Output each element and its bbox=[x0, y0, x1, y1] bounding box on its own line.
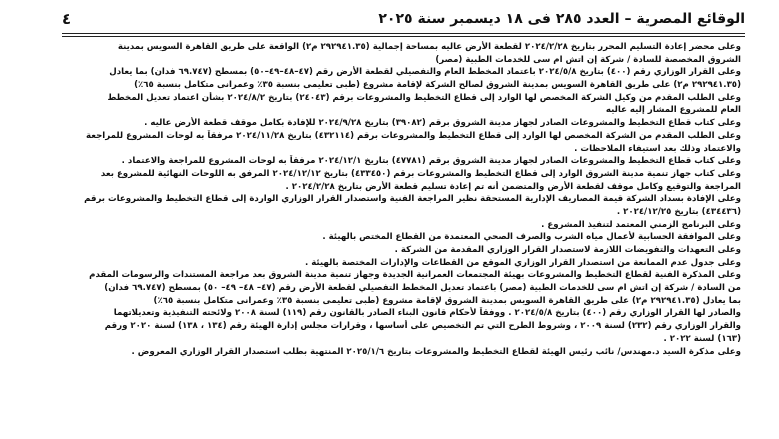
text-line: وعلى الطلب المقدم من وكيل الشركة المخصص لها الوارد إلى قطاع التخطيط والمشروعات برقم (٢٤٠٤٣) بتاريخ ٢٠٢٤/٨/٢ بشأن اعتماد تعديل المخطط bbox=[107, 92, 741, 103]
text-line: وعلى الموافقة الحسابية لأعمال مياه الشرب والصرف الصحي المعتمدة من القطاع المختص بالهيئة . bbox=[322, 232, 741, 243]
text-line: وعلى كتاب قطاع التخطيط والمشروعات الصادر لجهاز مدينة الشروق برقم (٣٩٠٨٢) بتاريخ ٢٠٢٤/٩/٢٨ للإفادة بكامل موقف قطعة الأرض عاليه . bbox=[144, 118, 741, 129]
text-line: الشروق المخصصة للسادة / شركة إن اتش ام سى للخدمات الطبية (مصر) bbox=[435, 54, 741, 65]
text-line: وعلى القرار الوزاري رقم (٤٠٠) بتاريخ ٢٠٢٤/٥/٨ باعتماد المخطط العام والتفصيلي لقطعة الأرض رقم (٤٧–٤٨–٤٩–٥٠) بمسطح (٦٩.٧٤٧ فدان) بما يعادل bbox=[109, 67, 741, 78]
page-number: ٤ bbox=[62, 10, 72, 28]
text-line: وعلى التعهدات والتفويضات اللازمة لاستصدار القرار الوزاري المقدمة من الشركة . bbox=[394, 245, 741, 255]
text-line: وعلى المذكرة الفنية لقطاع التخطيط والمشروعات بهيئة المجتمعات العمرانية الجديدة وجهاز تنمية مدينة الشروق بعد مراجعة المستندات والرسومات المقدم bbox=[89, 270, 741, 281]
text-line: المراجعة والتوقيع وكامل موقف لقطعة الأرض والمتضمن أنه تم إعادة تسليم قطعة الأرض بتاريخ ٢٠٢٤/٢/٢٨ . bbox=[285, 181, 741, 192]
document-body bbox=[28, 41, 741, 433]
text-line: والاعتماد وذلك بعد استيفاء الملاحظات . bbox=[574, 143, 741, 154]
text-line: (٤٣٤٤٣٦) بتاريخ ٢٠٢٤/١٢/٢٥ . bbox=[616, 206, 741, 217]
page-header bbox=[62, 6, 745, 32]
text-line: وعلى الإفادة بسداد الشركة قيمة المصاريف الإدارية المستحقة نظير المراجعة الفنية واستصدار القرار الوزاري الواردة إلى قطاع التخطيط والمشروعات برقم bbox=[84, 194, 741, 205]
text-line: العام للمشروع المشار إليه عاليه bbox=[605, 105, 741, 116]
text-line: والصادر لها القرار الوزاري رقم (٤٠٠) بتاريخ ٢٠٢٤/٥/٨ . ووفقاً لأحكام قانون البناء الصادر بالقانون رقم (١١٩) لسنة ٢٠٠٨ ولائحته التنفيذية وتعديلاتهما bbox=[113, 308, 741, 319]
text-line: وعلى البرنامج الزمني المعتمد لتنفيذ المشروع . bbox=[541, 219, 741, 230]
text-line: من السادة / شركة إن اتش ام سى للخدمات الطبية (مصر) باعتماد تعديل المخطط التفصيلي لقطعة الأرض رقم (٤٧– ٤٨– ٤٩– ٥٠) بمسطح (٦٩.٧٤٧ فدان) bbox=[104, 283, 741, 294]
text-line: (١٦٣) لسنة ٢٠٢٢ . bbox=[663, 333, 741, 344]
text-line: وعلى الطلب المقدم من الشركة المخصص لها الوارد إلى قطاع التخطيط والمشروعات برقم (٤٣٢١١٤) بتاريخ ٢٠٢٤/١١/٢٨ مرفقاً به لوحات المشروع للمراجعة bbox=[86, 130, 741, 141]
text-line: وعلى جدول عدم الممانعة من استصدار القرار الوزاري الموقع من القطاعات والإدارات المختصة بالهيئة . bbox=[304, 257, 741, 268]
text-line: (٢٩٢٩٤١.٣٥ م٢) على طريق القاهرة السويس بمدينة الشروق لصالح الشركة لإقامة مشروع (طبى تعليمى بنسبة ٣٥٪ وعمرانى متكامل بنسبة ٦٥٪) bbox=[134, 80, 741, 91]
text-line: وعلى كتاب جهاز تنمية مدينة الشروق الوارد إلى قطاع التخطيط والمشروعات برقم (٤٣٣٤٥٠) بتاريخ ٢٠٢٤/١٢/١٢ المرفق به اللوحات النهائية للمشروع بعد bbox=[100, 168, 741, 179]
header-rule-top bbox=[62, 33, 745, 34]
text-line: وعلى كتاب قطاع التخطيط والمشروعات الصادر لجهاز مدينة الشروق برقم (٤٧٧٨١) بتاريخ ٢٠٢٤/١٢/١ مرفقاً به لوحات المشروع للمراجعة والاعتماد . bbox=[121, 156, 741, 167]
text-line: والقرار الوزاري رقم (٢٣٢) لسنة ٢٠٠٩ ، وشروط الطرح التي تم التخصيص على أساسها ، وقرارات مجلس إدارة الهيئة رقم (١٣٤ ، ١٣٨) لسنة ٢٠٢٠ ورقم bbox=[104, 321, 741, 332]
text-line: بما يعادل (٢٩٢٩٤١.٣٥ م٢) على طريق القاهرة السويس بمدينة الشروق لإقامة مشروع (طبى تعليمى بنسبة ٣٥٪ وعمرانى متكامل بنسبة ٦٥٪) bbox=[153, 295, 741, 306]
header-rule-bottom bbox=[62, 36, 745, 37]
gazette-title: الوقائع المصرية – العدد ٢٨٥ فى ١٨ ديسمبر سنة ٢٠٢٥ bbox=[378, 11, 745, 27]
text-line: وعلى محضر إعادة التسليم المحرر بتاريخ ٢٠٢٤/٢/٢٨ لقطعة الأرض عاليه بمساحة إجمالية (٢٩٢٩٤١.٣٥ م٢) الواقعة على طريق القاهرة السويس بمدينة bbox=[117, 42, 741, 52]
text-line: وعلى مذكرة السيد د.مهندس/ نائب رئيس الهيئة لقطاع التخطيط والمشروعات بتاريخ ٢٠٢٥/١/٦ المنتهية بطلب استصدار القرار الوزاري المعروض . bbox=[131, 346, 741, 357]
